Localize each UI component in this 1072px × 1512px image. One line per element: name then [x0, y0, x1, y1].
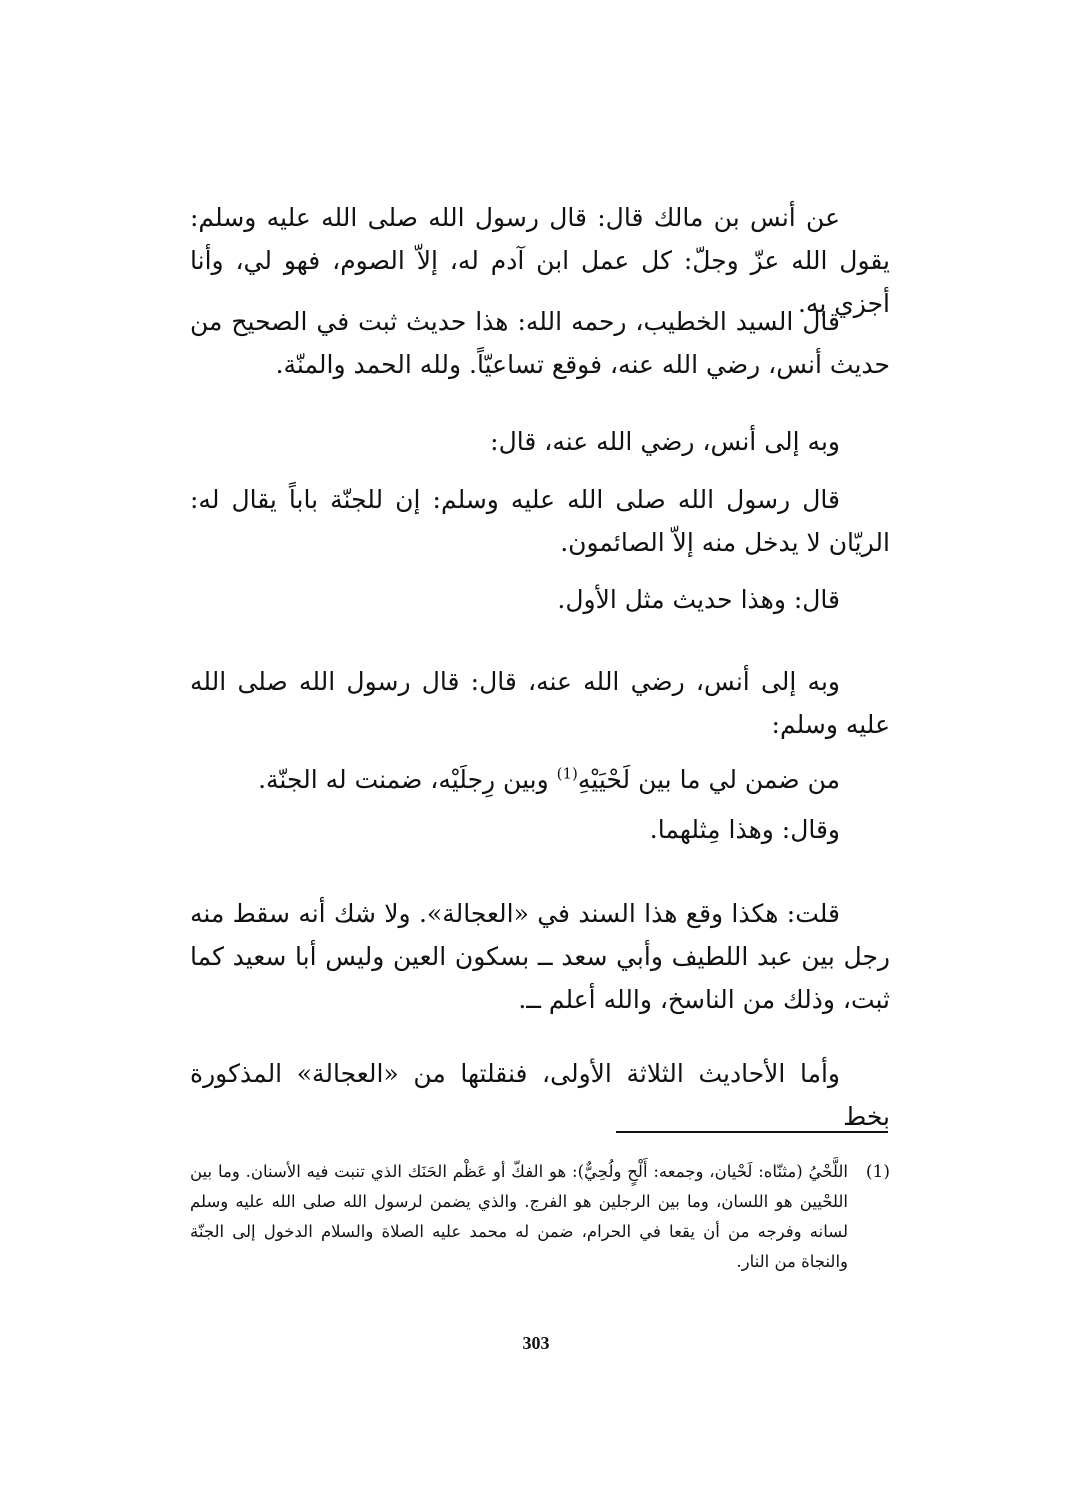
paragraph-same-as-first — [190, 578, 890, 621]
paragraph-text: عن أنس بن مالك قال: قال رسول الله صلى الله عليه وسلم: يقول الله عزّ وجلّ: كل عمل ابن آدم له، إلاّ الصوم، فهو لي، وأنا أجزي به. — [190, 203, 890, 318]
paragraph-khatib-comment — [190, 300, 890, 386]
paragraph-same-as-both — [190, 808, 890, 851]
paragraph-text: قال: وهذا حديث مثل الأول. — [557, 585, 840, 614]
paragraph-chain-anas-1 — [190, 420, 890, 463]
paragraph-hadith-guarantee — [190, 758, 890, 801]
paragraph-first-three-hadiths — [190, 1052, 890, 1138]
footnote-number: (1) — [865, 1162, 890, 1182]
page-number: 303 — [522, 1333, 550, 1353]
paragraph-text: وقال: وهذا مِثلهما. — [649, 815, 840, 844]
paragraph-text: قلت: هكذا وقع هذا السند في «العجالة». ولا شك أنه سقط منه رجل بين عبد اللطيف وأبي سعد ــ بسكون العين وليس أبا سعيد كما ثبت، وذلك من الناسخ، والله أعلم ــ. — [190, 899, 890, 1014]
paragraph-text: وبه إلى أنس، رضي الله عنه، قال: — [490, 427, 840, 456]
paragraph-text — [190, 758, 890, 801]
paragraph-chain-anas-2 — [190, 660, 890, 746]
paragraph-text: قال رسول الله صلى الله عليه وسلم: إن للجنّة باباً يقال له: الريّان لا يدخل منه إلاّ الصائمون. — [190, 485, 890, 557]
paragraph-author-note — [190, 892, 890, 1021]
footnote-reference: (1) — [556, 764, 578, 783]
hadith-text-start: من ضمن لي ما بين لَحْيَيْهِ — [577, 765, 840, 794]
paragraph-hadith-rayyan — [190, 478, 890, 564]
footnote — [190, 1157, 890, 1277]
paragraph-text: وبه إلى أنس، رضي الله عنه، قال: قال رسول الله صلى الله عليه وسلم: — [190, 667, 890, 739]
paragraph-text: قال السيد الخطيب، رحمه الله: هذا حديث ثبت في الصحيح من حديث أنس، رضي الله عنه، فوقع تساعيّاً. ولله الحمد والمنّة. — [190, 307, 890, 379]
paragraph-text: وأما الأحاديث الثلاثة الأولى، فنقلتها من «العجالة» المذكورة بخط — [190, 1059, 890, 1131]
footnote-text: اللَّحْيُ (مثنّاه: لَحْيان، وجمعه: أَلْحٍ ولُحِيٌّ): هو الفكّ أو عَظْم الحَنَك الذي تنبت فيه الأسنان. وما بين اللحْيين هو اللسان، وما بين الرجلين هو الفرج. والذي يضمن لرسول الله صلى الله عليه وسلم لسانه وفرجه من أن يقعا في الحرام، ضمن له محمد عليه الصلاة والسلام الدخول إلى الجنّة والنجاة من النار. — [190, 1162, 848, 1271]
footnote-separator — [616, 1131, 888, 1133]
hadith-text-end: وبين رِجلَيْه، ضمنت له الجنّة. — [258, 765, 557, 794]
